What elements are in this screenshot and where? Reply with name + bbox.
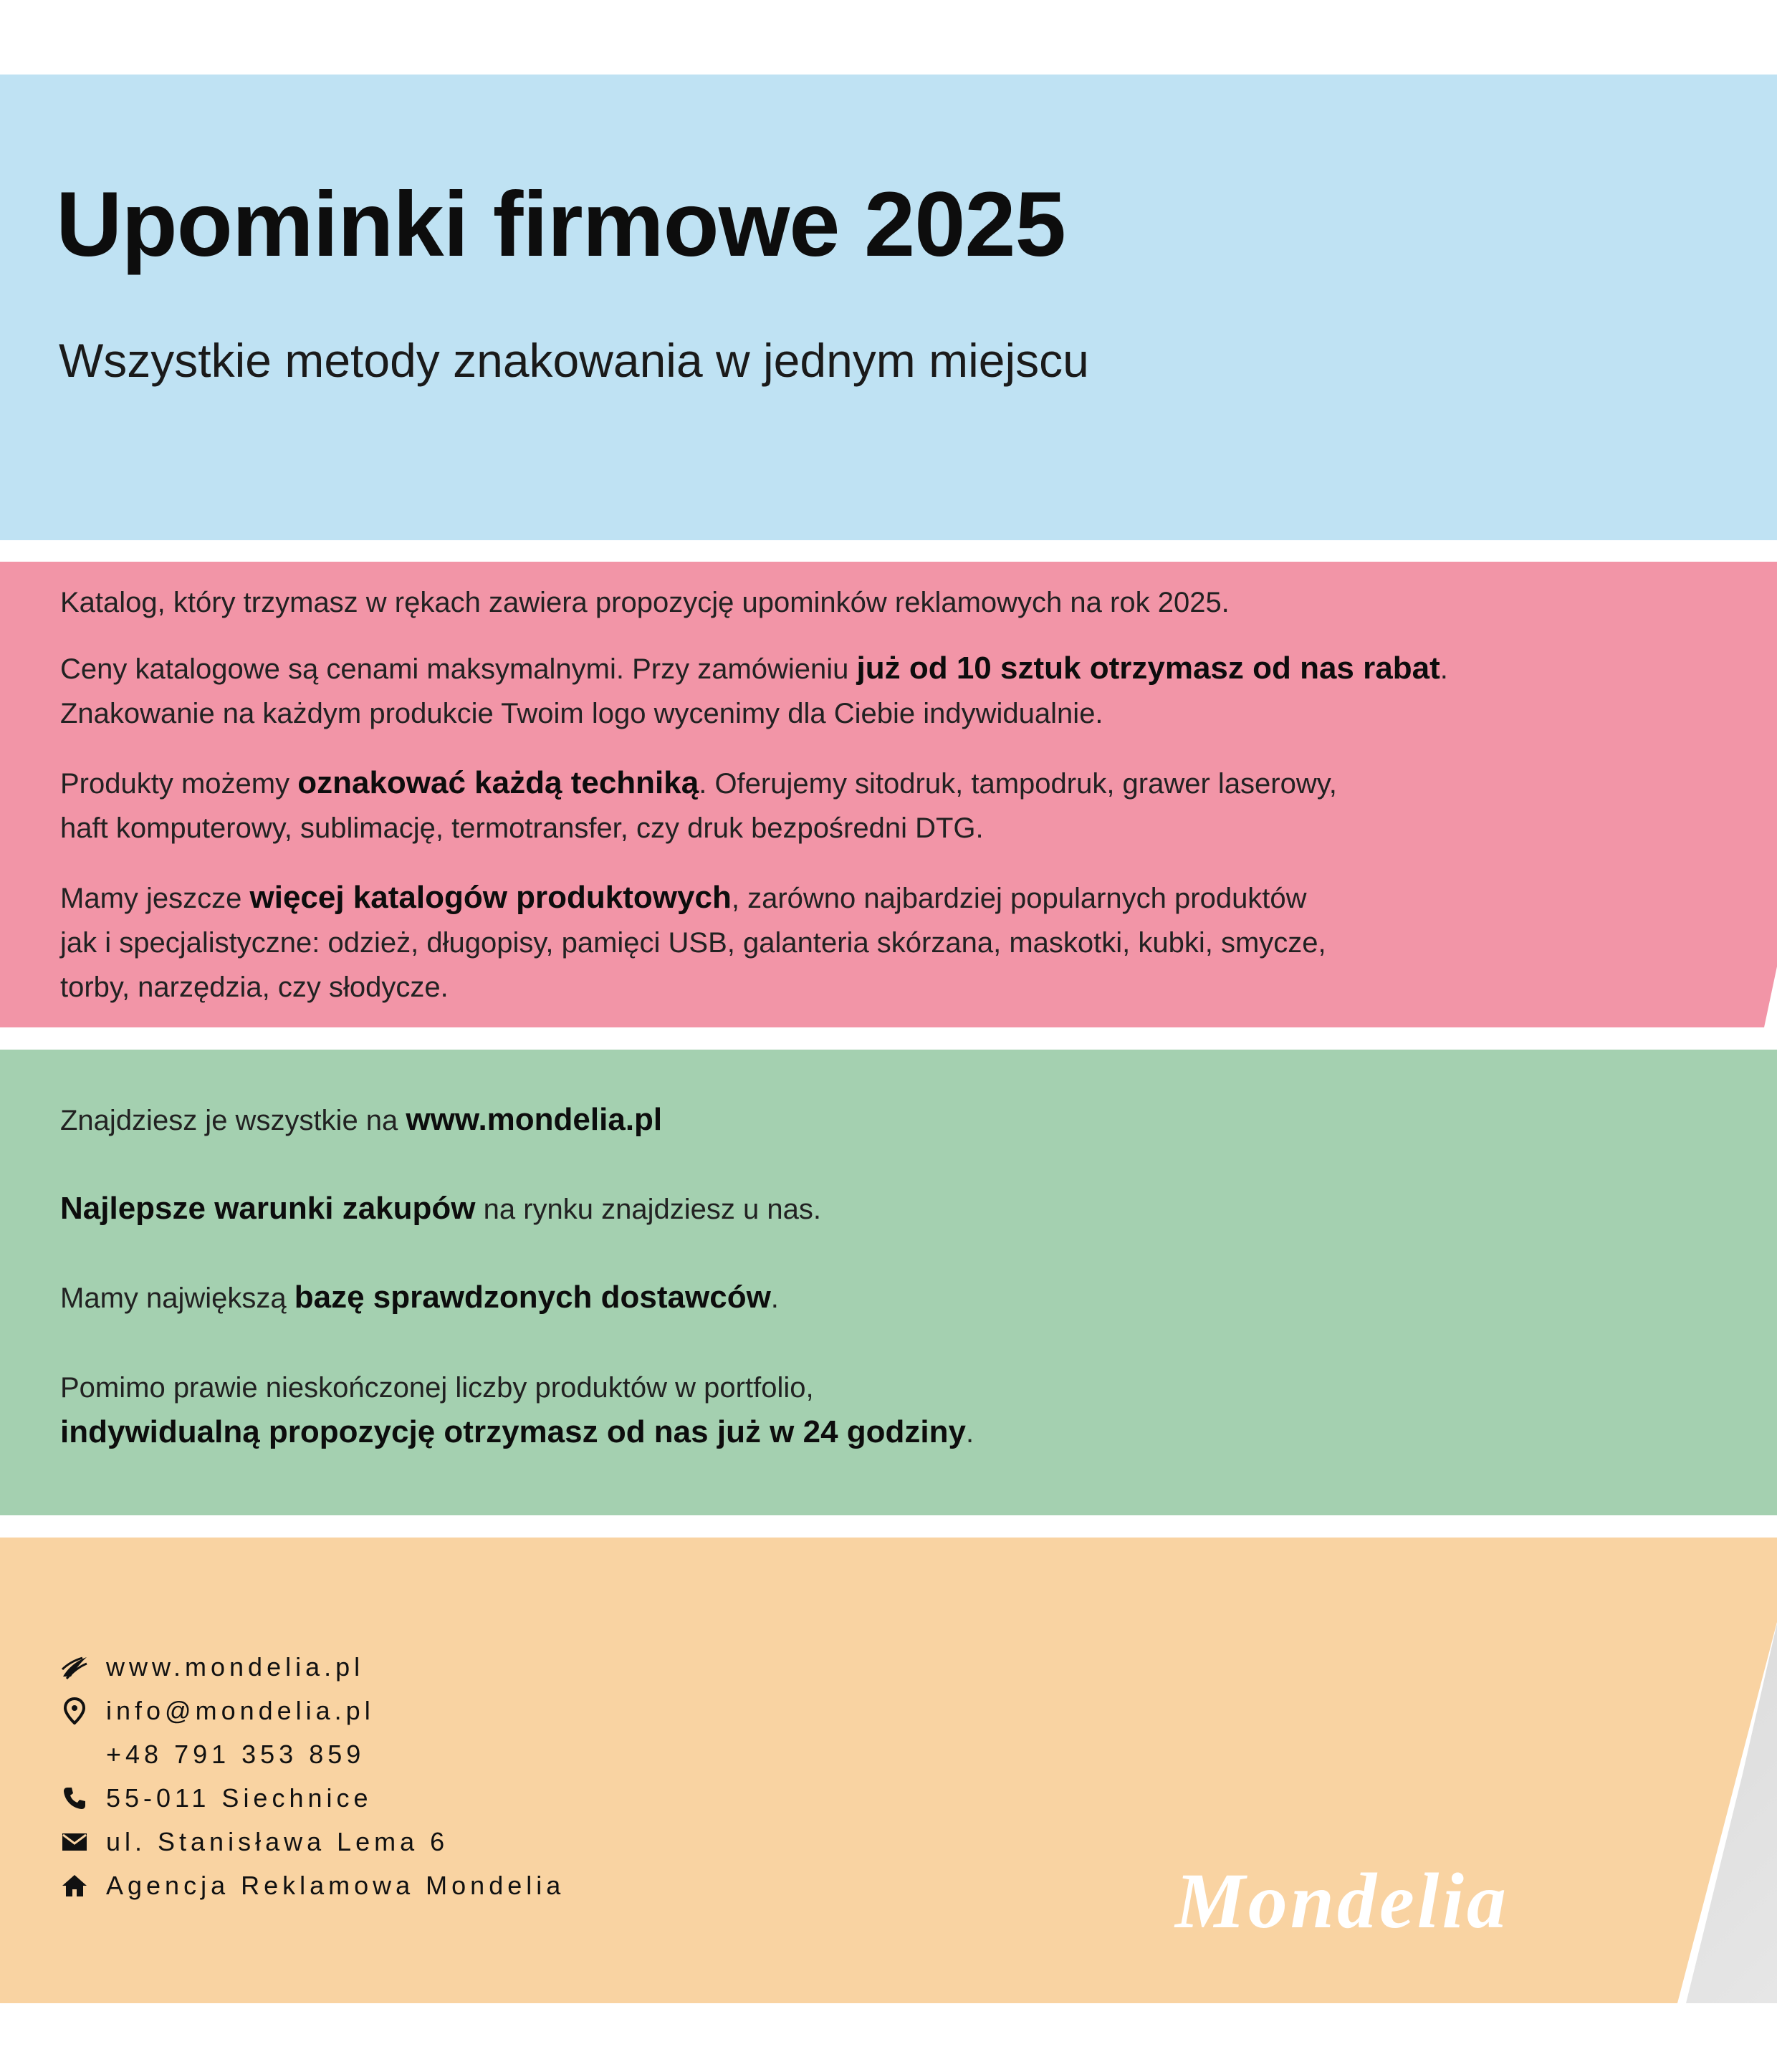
website-link[interactable]: www.mondelia.pl xyxy=(406,1102,663,1137)
page-subtitle: Wszystkie metody znakowania w jednym miejscu xyxy=(59,334,1089,387)
offer-text: Pomimo prawie nieskończonej liczby produktów w portfolio, xyxy=(60,1372,814,1404)
phone-icon xyxy=(60,1784,89,1813)
offer-text: . xyxy=(966,1417,974,1449)
mondelia-leaf-icon xyxy=(60,1653,89,1682)
info-text: . Oferujemy sitodruk, tampodruk, grawer laserowy, xyxy=(699,768,1337,800)
contact-text: www.mondelia.pl xyxy=(106,1651,365,1682)
offer-line-suppliers xyxy=(60,1275,779,1320)
contact-icon-spacer xyxy=(60,1740,89,1769)
contact-item-street xyxy=(60,1820,565,1864)
info-paragraph-1 xyxy=(60,580,1230,625)
contact-text: Agencja Reklamowa Mondelia xyxy=(106,1870,565,1900)
offer-text: Znajdziesz je wszystkie na xyxy=(60,1105,406,1136)
offer-line-24h xyxy=(60,1366,974,1455)
info-text: . xyxy=(1440,653,1448,685)
contact-item-company xyxy=(60,1864,565,1907)
offer-text: . xyxy=(770,1282,779,1314)
info-text: , zarówno najbardziej popularnych produktów xyxy=(731,883,1307,914)
info-highlight: więcej katalogów produktowych xyxy=(249,880,732,915)
offer-highlight: indywidualną propozycję otrzymasz od nas już w 24 godziny xyxy=(60,1414,966,1449)
offer-text: Mamy największą xyxy=(60,1282,294,1314)
contact-text: ul. Stanisława Lema 6 xyxy=(106,1826,449,1856)
info-text: Mamy jeszcze xyxy=(60,883,250,914)
header-band xyxy=(0,75,1777,540)
info-highlight: oznakować każdą techniką xyxy=(297,765,699,800)
info-highlight: już od 10 sztuk otrzymasz od nas rabat xyxy=(856,651,1440,686)
contact-item-website[interactable] xyxy=(60,1645,565,1689)
offer-highlight: bazę sprawdzonych dostawców xyxy=(294,1280,771,1315)
info-paragraph-4 xyxy=(60,876,1326,1009)
contact-text: 55-011 Siechnice xyxy=(106,1783,373,1813)
contact-list xyxy=(60,1645,565,1907)
info-text: Katalog, który trzymasz w rękach zawiera propozycję upominków reklamowych na rok 2025. xyxy=(60,587,1230,618)
offer-line-website xyxy=(60,1098,662,1143)
info-paragraph-3 xyxy=(60,761,1337,850)
offer-highlight: Najlepsze warunki zakupów xyxy=(60,1191,476,1226)
info-paragraph-2 xyxy=(60,646,1448,736)
info-text: Produkty możemy xyxy=(60,768,298,800)
map-pin-icon xyxy=(60,1697,89,1725)
info-text: haft komputerowy, sublimację, termotransfer, czy druk bezpośredni DTG. xyxy=(60,812,984,844)
page-title: Upominki firmowe 2025 xyxy=(56,173,1065,276)
info-text: torby, narzędzia, czy słodycze. xyxy=(60,972,449,1003)
contact-item-postal-code xyxy=(60,1776,565,1820)
info-text: Znakowanie na każdym produkcie Twoim logo wycenimy dla Ciebie indywidualnie. xyxy=(60,698,1103,729)
envelope-icon xyxy=(60,1828,89,1856)
home-icon xyxy=(60,1871,89,1900)
contact-item-phone-number[interactable] xyxy=(60,1732,565,1776)
offer-line-conditions xyxy=(60,1186,821,1232)
info-text: jak i specjalistyczne: odzież, długopisy, pamięci USB, galanteria skórzana, maskotki, kubki, smycze, xyxy=(60,927,1326,959)
offer-text: na rynku znajdziesz u nas. xyxy=(475,1194,821,1225)
contact-item-email[interactable] xyxy=(60,1689,565,1732)
mondelia-logo: Mondelia xyxy=(1175,1857,1509,1944)
contact-text: info@mondelia.pl xyxy=(106,1695,375,1725)
contact-text: +48 791 353 859 xyxy=(106,1739,365,1769)
info-text: Ceny katalogowe są cenami maksymalnymi. Przy zamówieniu xyxy=(60,653,857,685)
